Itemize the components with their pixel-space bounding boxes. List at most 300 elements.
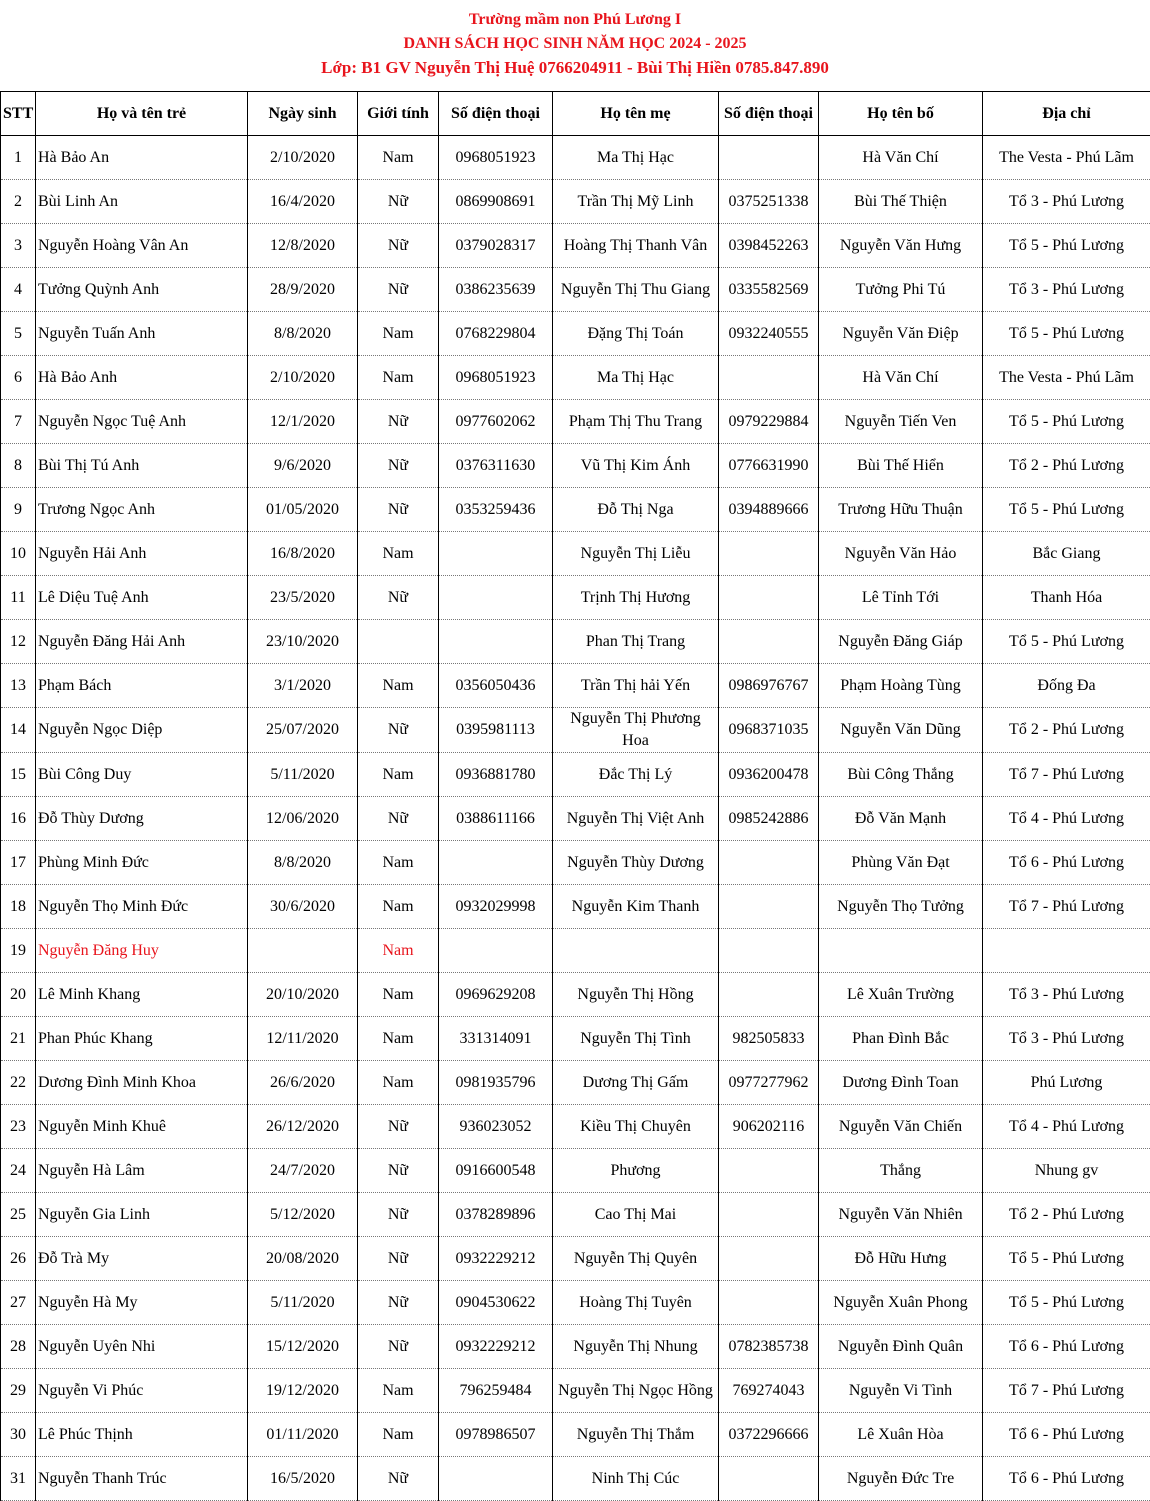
mother-name-cell: Nguyễn Thùy Dương — [553, 841, 719, 885]
table-row — [1, 268, 1150, 312]
stt-cell: 13 — [1, 664, 36, 708]
father-name-cell: Đỗ Văn Mạnh — [819, 797, 983, 841]
col-header-gender: Giới tính — [358, 92, 439, 136]
address-cell: Nhung gv — [983, 1149, 1150, 1193]
address-cell: Tổ 5 - Phú Lương — [983, 1281, 1150, 1325]
mother-phone-cell — [719, 929, 819, 973]
phone-cell: 331314091 — [439, 1017, 553, 1061]
birth-date-cell: 25/07/2020 — [248, 708, 358, 753]
stt-cell: 28 — [1, 1325, 36, 1369]
mother-name-cell — [553, 929, 719, 973]
mother-name-cell: Phan Thị Trang — [553, 620, 719, 664]
table-row — [1, 1325, 1150, 1369]
address-cell: Bắc Giang — [983, 532, 1150, 576]
gender-cell: Nam — [358, 1413, 439, 1457]
birth-date-cell: 9/6/2020 — [248, 444, 358, 488]
address-cell: Tổ 5 - Phú Lương — [983, 1237, 1150, 1281]
gender-cell: Nữ — [358, 400, 439, 444]
child-name-cell: Nguyễn Thanh Trúc — [36, 1457, 248, 1501]
child-name-cell: Nguyễn Hà Lâm — [36, 1149, 248, 1193]
stt-cell: 17 — [1, 841, 36, 885]
address-cell: Tổ 4 - Phú Lương — [983, 1105, 1150, 1149]
gender-cell: Nữ — [358, 1149, 439, 1193]
birth-date-cell: 24/7/2020 — [248, 1149, 358, 1193]
stt-cell: 4 — [1, 268, 36, 312]
birth-date-cell: 16/4/2020 — [248, 180, 358, 224]
col-header-father-name: Họ tên bố — [819, 92, 983, 136]
table-row — [1, 1149, 1150, 1193]
stt-cell: 21 — [1, 1017, 36, 1061]
birth-date-cell: 16/8/2020 — [248, 532, 358, 576]
phone-cell: 0977602062 — [439, 400, 553, 444]
birth-date-cell: 23/10/2020 — [248, 620, 358, 664]
birth-date-cell: 23/5/2020 — [248, 576, 358, 620]
birth-date-cell: 26/12/2020 — [248, 1105, 358, 1149]
child-name-cell: Phạm Bách — [36, 664, 248, 708]
mother-name-cell: Nguyễn Thị Hồng — [553, 973, 719, 1017]
stt-cell: 24 — [1, 1149, 36, 1193]
mother-name-cell: Đắc Thị Lý — [553, 753, 719, 797]
father-name-cell: Trương Hữu Thuận — [819, 488, 983, 532]
phone-cell: 0379028317 — [439, 224, 553, 268]
mother-phone-cell: 0776631990 — [719, 444, 819, 488]
phone-cell: 0968051923 — [439, 136, 553, 180]
gender-cell: Nữ — [358, 180, 439, 224]
gender-cell: Nữ — [358, 576, 439, 620]
mother-phone-cell: 0979229884 — [719, 400, 819, 444]
phone-cell: 0386235639 — [439, 268, 553, 312]
mother-name-cell: Đỗ Thị Nga — [553, 488, 719, 532]
father-name-cell: Phạm Hoàng Tùng — [819, 664, 983, 708]
father-name-cell: Dương Đình Toan — [819, 1061, 983, 1105]
mother-phone-cell — [719, 356, 819, 400]
table-row — [1, 1061, 1150, 1105]
phone-cell: 0356050436 — [439, 664, 553, 708]
father-name-cell: Nguyễn Văn Hưng — [819, 224, 983, 268]
phone-cell: 0981935796 — [439, 1061, 553, 1105]
address-cell: Tổ 5 - Phú Lương — [983, 224, 1150, 268]
table-row — [1, 576, 1150, 620]
mother-phone-cell: 0932240555 — [719, 312, 819, 356]
col-header-mother-phone: Số điện thoại — [719, 92, 819, 136]
mother-name-cell: Hoàng Thị Tuyên — [553, 1281, 719, 1325]
stt-cell: 6 — [1, 356, 36, 400]
table-row — [1, 444, 1150, 488]
gender-cell: Nữ — [358, 1281, 439, 1325]
birth-date-cell: 2/10/2020 — [248, 136, 358, 180]
birth-date-cell: 16/5/2020 — [248, 1457, 358, 1501]
address-cell: Tổ 5 - Phú Lương — [983, 400, 1150, 444]
stt-cell: 10 — [1, 532, 36, 576]
stt-cell: 22 — [1, 1061, 36, 1105]
birth-date-cell: 26/6/2020 — [248, 1061, 358, 1105]
table-row — [1, 180, 1150, 224]
phone-cell: 0904530622 — [439, 1281, 553, 1325]
mother-phone-cell: 0394889666 — [719, 488, 819, 532]
mother-phone-cell: 0782385738 — [719, 1325, 819, 1369]
birth-date-cell: 5/11/2020 — [248, 753, 358, 797]
table-row — [1, 1281, 1150, 1325]
gender-cell: Nam — [358, 973, 439, 1017]
phone-cell: 0376311630 — [439, 444, 553, 488]
phone-cell: 0768229804 — [439, 312, 553, 356]
gender-cell: Nam — [358, 929, 439, 973]
stt-cell: 7 — [1, 400, 36, 444]
gender-cell: Nữ — [358, 268, 439, 312]
mother-name-cell: Nguyễn Kim Thanh — [553, 885, 719, 929]
stt-cell: 3 — [1, 224, 36, 268]
stt-cell: 26 — [1, 1237, 36, 1281]
father-name-cell: Bùi Công Thắng — [819, 753, 983, 797]
mother-name-cell: Hoàng Thị Thanh Vân — [553, 224, 719, 268]
child-name-cell: Tưởng Quỳnh Anh — [36, 268, 248, 312]
stt-cell: 12 — [1, 620, 36, 664]
mother-phone-cell: 0372296666 — [719, 1413, 819, 1457]
mother-phone-cell — [719, 576, 819, 620]
child-name-cell: Lê Diệu Tuệ Anh — [36, 576, 248, 620]
phone-cell — [439, 620, 553, 664]
address-cell: The Vesta - Phú Lãm — [983, 136, 1150, 180]
address-cell: Thanh Hóa — [983, 576, 1150, 620]
stt-cell: 29 — [1, 1369, 36, 1413]
table-row — [1, 1237, 1150, 1281]
table-row — [1, 753, 1150, 797]
student-table — [0, 91, 1150, 1501]
mother-name-cell: Nguyễn Thị Thắm — [553, 1413, 719, 1457]
phone-cell: 0932229212 — [439, 1237, 553, 1281]
gender-cell: Nữ — [358, 224, 439, 268]
table-row — [1, 1193, 1150, 1237]
child-name-cell: Nguyễn Vi Phúc — [36, 1369, 248, 1413]
gender-cell: Nữ — [358, 488, 439, 532]
col-header-address: Địa chỉ — [983, 92, 1150, 136]
table-row — [1, 312, 1150, 356]
address-cell: Tổ 6 - Phú Lương — [983, 1325, 1150, 1369]
stt-cell: 8 — [1, 444, 36, 488]
gender-cell: Nữ — [358, 1193, 439, 1237]
stt-cell: 16 — [1, 797, 36, 841]
stt-cell: 14 — [1, 708, 36, 753]
stt-cell: 31 — [1, 1457, 36, 1501]
address-cell: Đống Đa — [983, 664, 1150, 708]
phone-cell — [439, 532, 553, 576]
table-row — [1, 797, 1150, 841]
table-row — [1, 708, 1150, 753]
child-name-cell: Nguyễn Uyên Nhi — [36, 1325, 248, 1369]
gender-cell: Nam — [358, 532, 439, 576]
mother-phone-cell: 0968371035 — [719, 708, 819, 753]
mother-phone-cell — [719, 532, 819, 576]
address-cell: Tổ 6 - Phú Lương — [983, 1413, 1150, 1457]
mother-name-cell: Kiều Thị Chuyên — [553, 1105, 719, 1149]
phone-cell: 0936881780 — [439, 753, 553, 797]
table-row — [1, 532, 1150, 576]
phone-cell — [439, 576, 553, 620]
phone-cell: 0869908691 — [439, 180, 553, 224]
table-row — [1, 224, 1150, 268]
child-name-cell: Hà Bảo Anh — [36, 356, 248, 400]
phone-cell: 0395981113 — [439, 708, 553, 753]
address-cell: Tổ 6 - Phú Lương — [983, 841, 1150, 885]
mother-name-cell: Nguyễn Thị Quyên — [553, 1237, 719, 1281]
child-name-cell: Nguyễn Ngọc Diệp — [36, 708, 248, 753]
child-name-cell: Nguyễn Hà My — [36, 1281, 248, 1325]
child-name-cell: Nguyễn Thọ Minh Đức — [36, 885, 248, 929]
stt-cell: 2 — [1, 180, 36, 224]
gender-cell: Nữ — [358, 444, 439, 488]
father-name-cell: Lê Xuân Hòa — [819, 1413, 983, 1457]
birth-date-cell — [248, 929, 358, 973]
address-cell: The Vesta - Phú Lãm — [983, 356, 1150, 400]
address-cell: Tổ 2 - Phú Lương — [983, 708, 1150, 753]
address-cell: Tổ 7 - Phú Lương — [983, 885, 1150, 929]
phone-cell: 936023052 — [439, 1105, 553, 1149]
father-name-cell: Bùi Thế Thiện — [819, 180, 983, 224]
stt-cell: 9 — [1, 488, 36, 532]
phone-cell: 0932229212 — [439, 1325, 553, 1369]
school-name: Trường mầm non Phú Lương I — [0, 11, 1150, 29]
mother-phone-cell: 906202116 — [719, 1105, 819, 1149]
col-header-stt: STT — [1, 92, 36, 136]
table-row — [1, 841, 1150, 885]
child-name-cell: Nguyễn Ngọc Tuệ Anh — [36, 400, 248, 444]
table-row — [1, 1413, 1150, 1457]
father-name-cell: Phùng Văn Đạt — [819, 841, 983, 885]
mother-phone-cell: 0375251338 — [719, 180, 819, 224]
mother-phone-cell: 0977277962 — [719, 1061, 819, 1105]
birth-date-cell: 5/11/2020 — [248, 1281, 358, 1325]
address-cell: Tổ 5 - Phú Lương — [983, 312, 1150, 356]
stt-cell: 18 — [1, 885, 36, 929]
father-name-cell: Nguyễn Văn Điệp — [819, 312, 983, 356]
birth-date-cell: 12/8/2020 — [248, 224, 358, 268]
mother-name-cell: Ninh Thị Cúc — [553, 1457, 719, 1501]
address-cell: Tổ 5 - Phú Lương — [983, 488, 1150, 532]
father-name-cell: Nguyễn Tiến Ven — [819, 400, 983, 444]
gender-cell: Nam — [358, 885, 439, 929]
birth-date-cell: 12/06/2020 — [248, 797, 358, 841]
father-name-cell: Nguyễn Văn Hảo — [819, 532, 983, 576]
col-header-birth-date: Ngày sinh — [248, 92, 358, 136]
phone-cell — [439, 1457, 553, 1501]
phone-cell — [439, 841, 553, 885]
table-row — [1, 973, 1150, 1017]
child-name-cell: Hà Bảo An — [36, 136, 248, 180]
mother-name-cell: Trần Thị hải Yến — [553, 664, 719, 708]
table-row — [1, 488, 1150, 532]
table-row — [1, 1105, 1150, 1149]
child-name-cell: Nguyễn Đăng Huy — [36, 929, 248, 973]
birth-date-cell: 12/1/2020 — [248, 400, 358, 444]
birth-date-cell: 20/10/2020 — [248, 973, 358, 1017]
child-name-cell: Phan Phúc Khang — [36, 1017, 248, 1061]
address-cell: Tổ 4 - Phú Lương — [983, 797, 1150, 841]
mother-name-cell: Phương — [553, 1149, 719, 1193]
table-body — [1, 136, 1150, 1501]
gender-cell: Nữ — [358, 1457, 439, 1501]
col-header-child-name: Họ và tên trẻ — [36, 92, 248, 136]
child-name-cell: Nguyễn Minh Khuê — [36, 1105, 248, 1149]
child-name-cell: Nguyễn Tuấn Anh — [36, 312, 248, 356]
phone-cell: 0378289896 — [439, 1193, 553, 1237]
table-row — [1, 356, 1150, 400]
table-row — [1, 1369, 1150, 1413]
father-name-cell: Lê Xuân Trường — [819, 973, 983, 1017]
birth-date-cell: 19/12/2020 — [248, 1369, 358, 1413]
gender-cell: Nam — [358, 753, 439, 797]
stt-cell: 19 — [1, 929, 36, 973]
mother-phone-cell — [719, 885, 819, 929]
mother-phone-cell — [719, 136, 819, 180]
father-name-cell: Đỗ Hữu Hưng — [819, 1237, 983, 1281]
gender-cell: Nữ — [358, 1325, 439, 1369]
mother-name-cell: Trịnh Thị Hương — [553, 576, 719, 620]
mother-name-cell: Nguyễn Thị Thu Giang — [553, 268, 719, 312]
mother-phone-cell: 0985242886 — [719, 797, 819, 841]
gender-cell: Nam — [358, 1061, 439, 1105]
address-cell: Tổ 3 - Phú Lương — [983, 1017, 1150, 1061]
child-name-cell: Phùng Minh Đức — [36, 841, 248, 885]
birth-date-cell: 3/1/2020 — [248, 664, 358, 708]
birth-date-cell: 20/08/2020 — [248, 1237, 358, 1281]
stt-cell: 25 — [1, 1193, 36, 1237]
address-cell: Phú Lương — [983, 1061, 1150, 1105]
stt-cell: 5 — [1, 312, 36, 356]
mother-phone-cell: 0986976767 — [719, 664, 819, 708]
gender-cell: Nam — [358, 664, 439, 708]
phone-cell: 0968051923 — [439, 356, 553, 400]
gender-cell: Nữ — [358, 797, 439, 841]
address-cell: Tổ 3 - Phú Lương — [983, 973, 1150, 1017]
child-name-cell: Nguyễn Đăng Hải Anh — [36, 620, 248, 664]
birth-date-cell: 30/6/2020 — [248, 885, 358, 929]
class-info: Lớp: B1 GV Nguyễn Thị Huệ 0766204911 - Bùi Thị Hiền 0785.847.890 — [0, 58, 1150, 78]
child-name-cell: Đỗ Trà My — [36, 1237, 248, 1281]
mother-phone-cell — [719, 1457, 819, 1501]
mother-name-cell: Ma Thị Hạc — [553, 356, 719, 400]
stt-cell: 23 — [1, 1105, 36, 1149]
stt-cell: 11 — [1, 576, 36, 620]
gender-cell: Nam — [358, 1017, 439, 1061]
birth-date-cell: 01/11/2020 — [248, 1413, 358, 1457]
stt-cell: 20 — [1, 973, 36, 1017]
gender-cell: Nam — [358, 841, 439, 885]
mother-phone-cell — [719, 620, 819, 664]
address-cell: Tổ 6 - Phú Lương — [983, 1457, 1150, 1501]
mother-name-cell: Vũ Thị Kim Ánh — [553, 444, 719, 488]
phone-cell — [439, 929, 553, 973]
mother-phone-cell: 0936200478 — [719, 753, 819, 797]
father-name-cell: Phan Đình Bắc — [819, 1017, 983, 1061]
mother-name-cell: Dương Thị Gấm — [553, 1061, 719, 1105]
father-name-cell: Nguyễn Đình Quân — [819, 1325, 983, 1369]
phone-cell: 0353259436 — [439, 488, 553, 532]
mother-name-cell: Nguyễn Thị Ngọc Hồng — [553, 1369, 719, 1413]
father-name-cell: Nguyễn Văn Chiến — [819, 1105, 983, 1149]
mother-phone-cell — [719, 1149, 819, 1193]
table-row — [1, 136, 1150, 180]
phone-cell: 0916600548 — [439, 1149, 553, 1193]
address-cell: Tổ 7 - Phú Lương — [983, 753, 1150, 797]
birth-date-cell: 8/8/2020 — [248, 312, 358, 356]
father-name-cell: Nguyễn Vi Tình — [819, 1369, 983, 1413]
mother-phone-cell — [719, 1237, 819, 1281]
father-name-cell: Hà Văn Chí — [819, 356, 983, 400]
mother-name-cell: Nguyễn Thị Liễu — [553, 532, 719, 576]
mother-name-cell: Cao Thị Mai — [553, 1193, 719, 1237]
father-name-cell: Thắng — [819, 1149, 983, 1193]
mother-name-cell: Ma Thị Hạc — [553, 136, 719, 180]
birth-date-cell: 01/05/2020 — [248, 488, 358, 532]
gender-cell: Nam — [358, 1369, 439, 1413]
mother-name-cell: Nguyễn Thị Nhung — [553, 1325, 719, 1369]
father-name-cell: Nguyễn Thọ Tưởng — [819, 885, 983, 929]
table-row — [1, 400, 1150, 444]
gender-cell: Nam — [358, 136, 439, 180]
phone-cell: 0388611166 — [439, 797, 553, 841]
mother-phone-cell — [719, 841, 819, 885]
birth-date-cell: 5/12/2020 — [248, 1193, 358, 1237]
address-cell: Tổ 5 - Phú Lương — [983, 620, 1150, 664]
table-row — [1, 620, 1150, 664]
stt-cell: 30 — [1, 1413, 36, 1457]
mother-name-cell: Đặng Thị Toán — [553, 312, 719, 356]
mother-phone-cell: 982505833 — [719, 1017, 819, 1061]
mother-name-cell: Phạm Thị Thu Trang — [553, 400, 719, 444]
birth-date-cell: 15/12/2020 — [248, 1325, 358, 1369]
father-name-cell: Nguyễn Đức Tre — [819, 1457, 983, 1501]
stt-cell: 15 — [1, 753, 36, 797]
mother-name-cell: Trần Thị Mỹ Linh — [553, 180, 719, 224]
father-name-cell: Hà Văn Chí — [819, 136, 983, 180]
mother-name-cell: Nguyễn Thị Việt Anh — [553, 797, 719, 841]
col-header-phone: Số điện thoại — [439, 92, 553, 136]
birth-date-cell: 8/8/2020 — [248, 841, 358, 885]
table-row — [1, 885, 1150, 929]
child-name-cell: Bùi Thị Tú Anh — [36, 444, 248, 488]
phone-cell: 796259484 — [439, 1369, 553, 1413]
mother-phone-cell — [719, 973, 819, 1017]
document-title: DANH SÁCH HỌC SINH NĂM HỌC 2024 - 2025 — [0, 35, 1150, 53]
father-name-cell — [819, 929, 983, 973]
child-name-cell: Lê Minh Khang — [36, 973, 248, 1017]
phone-cell: 0978986507 — [439, 1413, 553, 1457]
address-cell: Tổ 3 - Phú Lương — [983, 180, 1150, 224]
child-name-cell: Dương Đình Minh Khoa — [36, 1061, 248, 1105]
gender-cell: Nam — [358, 356, 439, 400]
mother-phone-cell — [719, 1281, 819, 1325]
gender-cell: Nữ — [358, 708, 439, 753]
mother-phone-cell — [719, 1193, 819, 1237]
stt-cell: 27 — [1, 1281, 36, 1325]
stt-cell: 1 — [1, 136, 36, 180]
col-header-mother-name: Họ tên mẹ — [553, 92, 719, 136]
child-name-cell: Bùi Linh An — [36, 180, 248, 224]
table-header-row — [1, 92, 1150, 136]
table-row — [1, 1017, 1150, 1061]
father-name-cell: Nguyễn Đăng Giáp — [819, 620, 983, 664]
child-name-cell: Trương Ngọc Anh — [36, 488, 248, 532]
phone-cell: 0932029998 — [439, 885, 553, 929]
table-row — [1, 1457, 1150, 1501]
phone-cell: 0969629208 — [439, 973, 553, 1017]
gender-cell — [358, 620, 439, 664]
mother-phone-cell: 0335582569 — [719, 268, 819, 312]
table-row — [1, 664, 1150, 708]
father-name-cell: Tưởng Phi Tú — [819, 268, 983, 312]
child-name-cell: Nguyễn Hải Anh — [36, 532, 248, 576]
father-name-cell: Lê Tỉnh Tới — [819, 576, 983, 620]
